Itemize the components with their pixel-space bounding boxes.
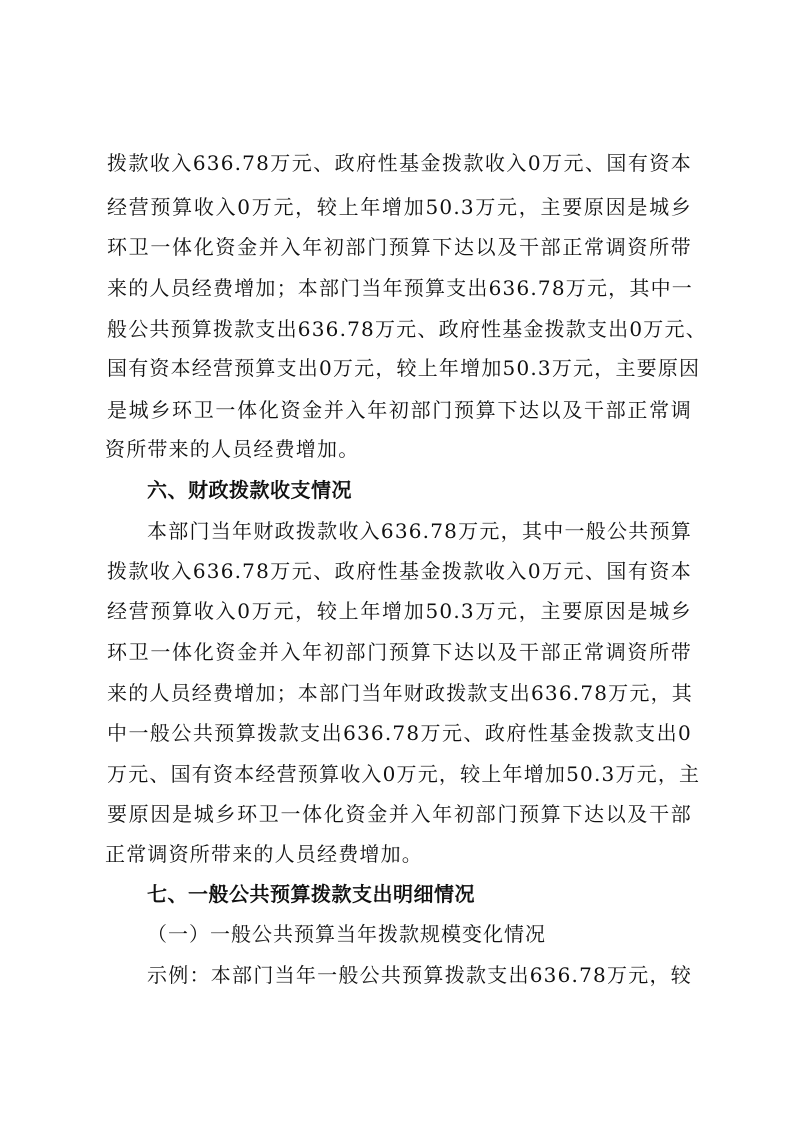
paragraph-line: 万元、国有资本经营预算收入0万元，较上年增加50.3万元，主	[107, 762, 701, 786]
paragraph-line: 要原因是城乡环卫一体化资金并入年初部门预算下达以及干部	[107, 802, 692, 826]
paragraph-line: 经营预算收入0万元，较上年增加50.3万元，主要原因是城乡	[107, 195, 692, 219]
section-heading-6: 六、财政拨款收支情况	[147, 478, 352, 502]
paragraph-line: 拨款收入636.78万元、政府性基金拨款收入0万元、国有资本	[107, 559, 692, 583]
paragraph-line: 环卫一体化资金并入年初部门预算下达以及干部正常调资所带	[107, 235, 692, 259]
paragraph-line: 国有资本经营预算支出0万元，较上年增加50.3万元，主要原因	[107, 356, 701, 380]
paragraph-line: 本部门当年财政拨款收入636.78万元，其中一般公共预算	[147, 519, 692, 543]
section-heading-7: 七、一般公共预算拨款支出明细情况	[147, 882, 475, 906]
paragraph-line: 般公共预算拨款支出636.78万元、政府性基金拨款支出0万元、	[107, 317, 707, 341]
paragraph-line: 资所带来的人员经费增加。	[105, 437, 360, 461]
paragraph-line: 是城乡环卫一体化资金并入年初部门预算下达以及干部正常调	[107, 398, 692, 422]
subsection-heading: （一）一般公共预算当年拨款规模变化情况	[147, 922, 546, 946]
paragraph-line: 经营预算收入0万元，较上年增加50.3万元，主要原因是城乡	[107, 599, 692, 623]
paragraph-line: 拨款收入636.78万元、政府性基金拨款收入0万元、国有资本	[107, 151, 692, 175]
paragraph-line: 环卫一体化资金并入年初部门预算下达以及干部正常调资所带	[107, 640, 692, 664]
paragraph-line: 来的人员经费增加；本部门当年预算支出636.78万元，其中一	[107, 276, 693, 300]
paragraph-line: 中一般公共预算拨款支出636.78万元、政府性基金拨款支出0	[107, 721, 692, 745]
paragraph-line: 正常调资所带来的人员经费增加。	[105, 842, 423, 866]
paragraph-line: 来的人员经费增加；本部门当年财政拨款支出636.78万元，其	[107, 681, 693, 705]
paragraph-line: 示例：本部门当年一般公共预算拨款支出636.78万元，较	[147, 963, 692, 987]
